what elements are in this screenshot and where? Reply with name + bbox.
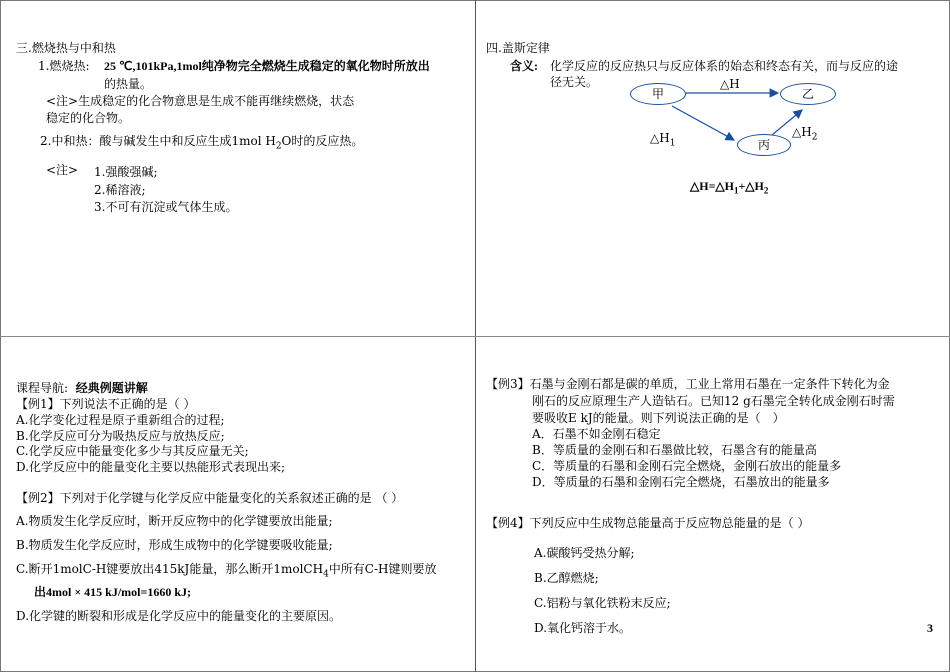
label-delta-h1: $\triangle H_1$ <box>650 131 676 149</box>
example4-option: B.乙醇燃烧; <box>534 571 599 585</box>
example1-option: D.化学反应中的能量变化主要以热能形式表现出来; <box>16 460 286 474</box>
example4-title: 【例4】下列反应中生成物总能量高于反应物总能量的是（ ） <box>486 516 810 530</box>
example4-option: D.氧化钙溶于水。 <box>534 621 632 635</box>
hess-meaning-label: 含义: <box>510 59 538 73</box>
note1-line1: <注>生成稳定的化合物意思是生成不能再继续燃烧，状态 <box>46 94 355 108</box>
example3-line: 要吸收E kJ的能量。则下列说法正确的是（ ） <box>532 411 785 425</box>
example2-option-b: B.物质发生化学反应时，形成生成物中的化学键要吸收能量; <box>16 538 333 552</box>
example3-option: C．等质量的石墨和金刚石完全燃烧，金刚石放出的能量多 <box>532 459 842 473</box>
example2-title: 【例2】下列对于化学键与化学反应中能量变化的关系叙述正确的是 （ ） <box>16 491 404 505</box>
arrow-step1 <box>672 106 734 140</box>
example3-option: B．等质量的金刚石和石墨做比较，石墨含有的能量高 <box>532 443 817 457</box>
note1-line2: 稳定的化合物。 <box>46 111 131 125</box>
example1-title: 【例1】下列说法不正确的是（ ） <box>16 397 196 411</box>
node-jia: 甲 <box>630 83 686 105</box>
example1-option: C.化学反应中能量变化多少与其反应量无关; <box>16 444 249 458</box>
neutralization-heat: 2.中和热：酸与碱发生中和反应生成1mol $H_2O$时的反应热。 <box>40 134 364 152</box>
course-nav: 课程导航: 经典例题讲解 <box>16 381 148 395</box>
example2-option-c: C.断开1molC-H键要放出415kJ能量，那么断开1molCH$_4$中所有C-H键则要放 <box>16 562 437 580</box>
example3-line: 刚石的反应原理生产人造钻石。已知12 g石墨完全转化成金刚石时需 <box>532 394 895 408</box>
node-bing: 丙 <box>737 134 791 156</box>
combustion-definition-line2: 的热量。 <box>104 77 153 91</box>
note2-item: 3.不可有沉淀或气体生成。 <box>94 200 238 214</box>
example2-option-d: D.化学键的断裂和形成是化学反应中的能量变化的主要原因。 <box>16 609 342 623</box>
example1-option: B.化学反应可分为吸热反应与放热反应; <box>16 429 225 443</box>
example3-line: 【例3】石墨与金刚石都是碳的单质，工业上常用石墨在一定条件下转化为金 <box>486 377 890 391</box>
hess-formula: $\triangle H=\triangle H_1+\triangle H_2$ <box>690 179 769 196</box>
example3-option: D．等质量的石墨和金刚石完全燃烧，石墨放出的能量多 <box>532 475 830 489</box>
example2-option-a: A.物质发生化学反应时，断开反应物中的化学键要放出能量; <box>16 514 333 528</box>
page-number: 3 <box>927 621 933 635</box>
combustion-definition-line1: 25 ℃,101kPa,1mol纯净物完全燃烧生成稳定的氧化物时所放出 <box>104 59 430 73</box>
label-delta-h2: $\triangle H_2$ <box>792 125 818 143</box>
hess-meaning-line1: 化学反应的反应热只与反应体系的始态和终态有关，而与反应的途 <box>550 59 899 73</box>
combustion-label: 1.燃烧热: <box>38 59 90 73</box>
example2-option-c-cont: 出4mol × 415 kJ/mol=1660 kJ; <box>34 585 192 599</box>
note2-item: 1.强酸强碱; <box>94 165 158 179</box>
example4-option: A.碳酸钙受热分解; <box>534 546 635 560</box>
example4-option: C.铝粉与氧化铁粉末反应; <box>534 596 671 610</box>
node-yi: 乙 <box>780 83 836 105</box>
note2-label: <注> <box>46 163 79 177</box>
note2-item: 2.稀溶液; <box>94 183 146 197</box>
section-title-hess: 四.盖斯定律 <box>486 41 550 55</box>
label-delta-h: △H <box>720 77 740 91</box>
section-title-combustion: 三.燃烧热与中和热 <box>16 41 116 55</box>
hess-meaning-line2: 径无关。 <box>550 75 599 89</box>
example3-option: A．石墨不如金刚石稳定 <box>532 427 661 441</box>
example1-option: A.化学变化过程是原子重新组合的过程; <box>16 413 225 427</box>
